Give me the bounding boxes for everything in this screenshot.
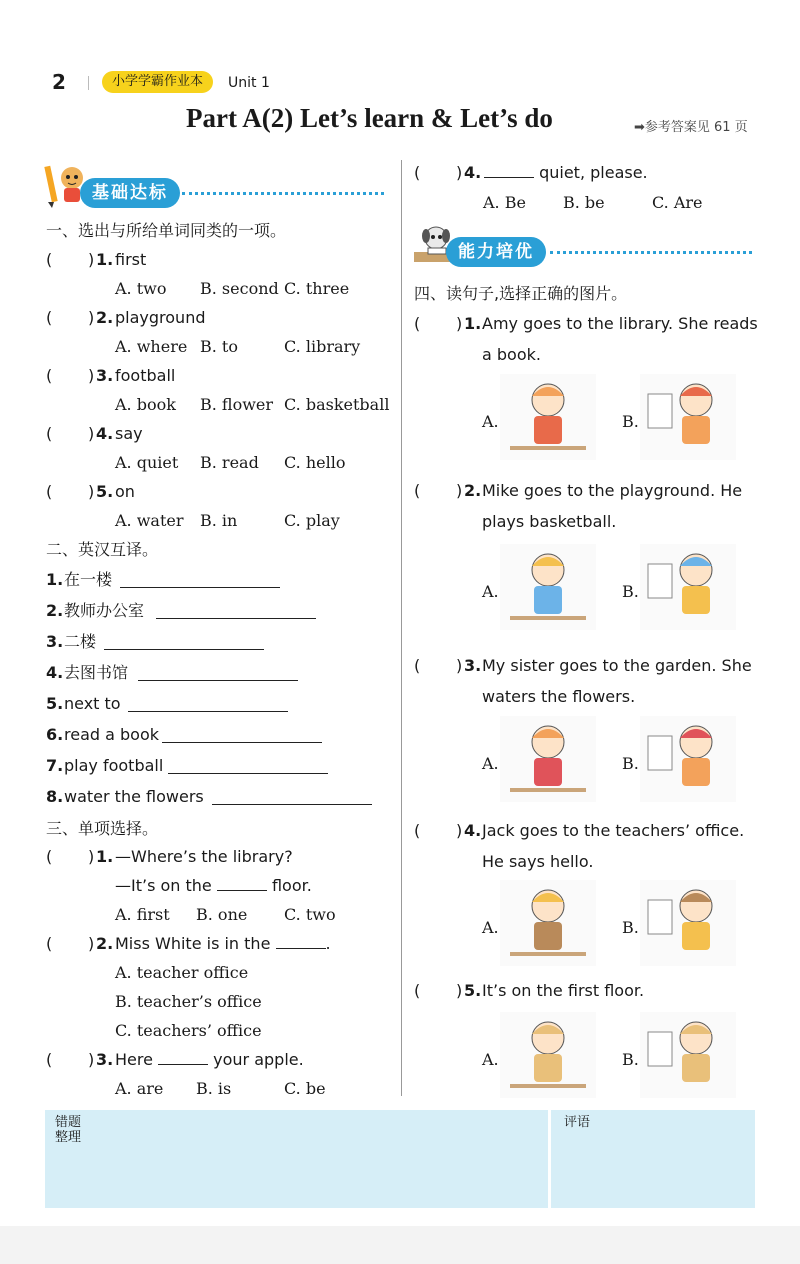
answer-paren-open: (	[414, 481, 421, 500]
question-sentence: Jack goes to the teachers’ office.	[482, 821, 745, 840]
answer-paren-close: )	[88, 1050, 95, 1069]
question-number: 2.	[46, 601, 64, 620]
option-a[interactable]: A.	[482, 412, 499, 431]
answer-line[interactable]	[104, 649, 264, 650]
option-a-picture[interactable]	[500, 716, 596, 802]
option-a[interactable]: A. quiet	[115, 453, 179, 472]
question-text: .	[325, 934, 331, 953]
question-number: 4.	[46, 663, 64, 682]
option-a[interactable]: A. are	[115, 1079, 164, 1098]
question-word: first	[115, 250, 147, 269]
question-number: 5.	[46, 694, 64, 713]
answer-paren-open: (	[414, 163, 421, 182]
option-a[interactable]: A. first	[115, 905, 170, 924]
question-number: 1.	[46, 570, 64, 589]
footer-label-mistakes-2: 整理	[55, 1130, 82, 1145]
answer-paren-open: (	[46, 366, 53, 385]
option-a[interactable]: A.	[482, 918, 499, 937]
answer-paren-close: )	[456, 314, 463, 333]
answer-line[interactable]	[156, 618, 316, 619]
translate-prompt: read a book	[64, 725, 160, 744]
question-number: 4.	[464, 163, 482, 182]
question-sentence: Mike goes to the playground. He	[482, 481, 743, 500]
option-c[interactable]: C. hello	[284, 453, 346, 472]
answer-line[interactable]	[212, 804, 372, 805]
answer-paren-open: (	[46, 847, 53, 866]
question-word: on	[115, 482, 135, 501]
question-sentence: Amy goes to the library. She reads	[482, 314, 758, 333]
option-b[interactable]: B.	[622, 412, 639, 431]
question-sentence: It’s on the first floor.	[482, 981, 645, 1000]
column-divider	[401, 160, 402, 1096]
translate-prompt: 去图书馆	[64, 663, 129, 682]
answer-paren-open: (	[414, 981, 421, 1000]
header-divider	[88, 76, 89, 90]
translate-prompt: next to	[64, 694, 121, 713]
option-b-picture[interactable]	[640, 374, 736, 460]
answer-line[interactable]	[120, 587, 280, 588]
question-number: 3.	[96, 1050, 114, 1069]
question-sentence-cont: plays basketball.	[482, 512, 617, 531]
answer-paren-close: )	[456, 656, 463, 675]
option-b[interactable]: B. teacher’s office	[115, 992, 262, 1011]
section-heading: 四、读句子,选择正确的图片。	[414, 284, 628, 303]
answer-blank[interactable]	[276, 934, 326, 949]
series-badge: 小学学霸作业本	[102, 71, 213, 93]
option-a[interactable]: A. Be	[483, 193, 526, 212]
question-word: say	[115, 424, 143, 443]
translate-prompt: 教师办公室	[64, 601, 145, 620]
answer-paren-open: (	[46, 1050, 53, 1069]
question-number: 1.	[464, 314, 482, 333]
question-number: 6.	[46, 725, 64, 744]
option-b-picture[interactable]	[640, 1012, 736, 1098]
option-a[interactable]: A. book	[115, 395, 176, 414]
answer-blank[interactable]	[158, 1050, 208, 1065]
option-a[interactable]: A. two	[115, 279, 167, 298]
question-text: —Where’s the library?	[115, 847, 293, 866]
option-c[interactable]: C. three	[284, 279, 350, 298]
option-c[interactable]: C. Are	[652, 193, 703, 212]
answer-paren-close: )	[456, 821, 463, 840]
option-a[interactable]: A. where	[115, 337, 188, 356]
translate-prompt: water the flowers	[64, 787, 204, 806]
answer-line[interactable]	[128, 711, 288, 712]
footer-panel	[45, 1110, 755, 1208]
answer-paren-open: (	[46, 934, 53, 953]
option-a[interactable]: A. teacher office	[115, 963, 249, 982]
question-text: —It’s on the	[115, 876, 212, 895]
option-c[interactable]: C. play	[284, 511, 340, 530]
question-text: Here	[115, 1050, 153, 1069]
option-a-picture[interactable]	[500, 880, 596, 966]
question-sentence-cont: waters the flowers.	[482, 687, 636, 706]
answer-paren-close: )	[88, 250, 95, 269]
footer-label-mistakes: 错题	[55, 1115, 82, 1130]
answer-paren-close: )	[456, 481, 463, 500]
question-text: floor.	[271, 876, 312, 895]
question-word: football	[115, 366, 176, 385]
unit-label: Unit 1	[228, 75, 270, 91]
answer-paren-open: (	[414, 821, 421, 840]
answer-paren-close: )	[88, 934, 95, 953]
option-b[interactable]: B. second	[200, 279, 279, 298]
question-number: 4.	[96, 424, 114, 443]
page-bottom-shadow	[0, 1226, 800, 1264]
question-number: 5.	[96, 482, 114, 501]
option-a[interactable]: A. water	[115, 511, 184, 530]
option-b[interactable]: B. be	[563, 193, 605, 212]
question-text: Miss White is in the	[115, 934, 271, 953]
question-sentence-cont: a book.	[482, 345, 541, 364]
option-b[interactable]: B. one	[196, 905, 248, 924]
option-b-picture[interactable]	[640, 544, 736, 630]
footer-divider	[548, 1110, 551, 1208]
answer-line[interactable]	[138, 680, 298, 681]
question-number: 8.	[46, 787, 64, 806]
option-a-picture[interactable]	[500, 1012, 596, 1098]
question-text: your apple.	[213, 1050, 304, 1069]
question-number: 4.	[464, 821, 482, 840]
question-number: 3.	[96, 366, 114, 385]
option-b[interactable]: B.	[622, 582, 639, 601]
option-c[interactable]: C. teachers’ office	[115, 1021, 262, 1040]
answer-paren-open: (	[46, 308, 53, 327]
question-number: 3.	[46, 632, 64, 651]
answer-paren-close: )	[88, 482, 95, 501]
answer-paren-open: (	[46, 250, 53, 269]
option-b[interactable]: B. is	[196, 1079, 232, 1098]
banner-dots	[182, 192, 384, 195]
translate-prompt: 二楼	[64, 632, 97, 651]
answer-paren-close: )	[456, 981, 463, 1000]
question-number: 1.	[96, 250, 114, 269]
question-number: 5.	[464, 981, 482, 1000]
option-a-picture[interactable]	[500, 374, 596, 460]
question-number: 2.	[464, 481, 482, 500]
answer-reference: ➡参考答案见 61 页	[634, 120, 748, 135]
answer-paren-close: )	[88, 308, 95, 327]
option-a-picture[interactable]	[500, 544, 596, 630]
option-b[interactable]: B. read	[200, 453, 259, 472]
translate-prompt: 在一楼	[64, 570, 113, 589]
option-b[interactable]: B. to	[200, 337, 238, 356]
banner-dots	[550, 251, 752, 254]
question-number: 2.	[96, 934, 114, 953]
question-text: quiet, please.	[539, 163, 648, 182]
question-word: playground	[115, 308, 206, 327]
footer-label-comment: 评语	[564, 1115, 591, 1130]
option-b[interactable]: B. flower	[200, 395, 274, 414]
option-b-picture[interactable]	[640, 880, 736, 966]
option-b-picture[interactable]	[640, 716, 736, 802]
section-banner-basic: 基础达标	[80, 178, 180, 208]
question-number: 1.	[96, 847, 114, 866]
answer-paren-close: )	[456, 163, 463, 182]
section-heading: 一、选出与所给单词同类的一项。	[46, 221, 287, 240]
option-c[interactable]: C. basketball	[284, 395, 390, 414]
answer-paren-open: (	[46, 482, 53, 501]
option-a[interactable]: A.	[482, 1050, 499, 1069]
translate-prompt: play football	[64, 756, 164, 775]
option-c[interactable]: C. be	[284, 1079, 326, 1098]
question-number: 3.	[464, 656, 482, 675]
answer-blank[interactable]	[484, 163, 534, 178]
answer-paren-open: (	[414, 314, 421, 333]
answer-line[interactable]	[162, 742, 322, 743]
answer-blank[interactable]	[217, 876, 267, 891]
section-heading: 二、英汉互译。	[46, 540, 159, 559]
answer-paren-close: )	[88, 847, 95, 866]
option-b[interactable]: B.	[622, 754, 639, 773]
question-number: 2.	[96, 308, 114, 327]
page-number: 2	[52, 70, 66, 94]
option-b[interactable]: B.	[622, 1050, 639, 1069]
question-sentence-cont: He says hello.	[482, 852, 594, 871]
answer-paren-open: (	[46, 424, 53, 443]
answer-line[interactable]	[168, 773, 328, 774]
option-c[interactable]: C. two	[284, 905, 336, 924]
question-sentence: My sister goes to the garden. She	[482, 656, 752, 675]
section-banner-ability: 能力培优	[446, 237, 546, 267]
page-title: Part A(2) Let’s learn & Let’s do	[186, 103, 553, 133]
answer-paren-close: )	[88, 424, 95, 443]
option-b[interactable]: B. in	[200, 511, 238, 530]
section-heading: 三、单项选择。	[46, 819, 159, 838]
answer-paren-close: )	[88, 366, 95, 385]
option-c[interactable]: C. library	[284, 337, 361, 356]
question-number: 7.	[46, 756, 64, 775]
option-b[interactable]: B.	[622, 918, 639, 937]
answer-paren-open: (	[414, 656, 421, 675]
option-a[interactable]: A.	[482, 754, 499, 773]
option-a[interactable]: A.	[482, 582, 499, 601]
